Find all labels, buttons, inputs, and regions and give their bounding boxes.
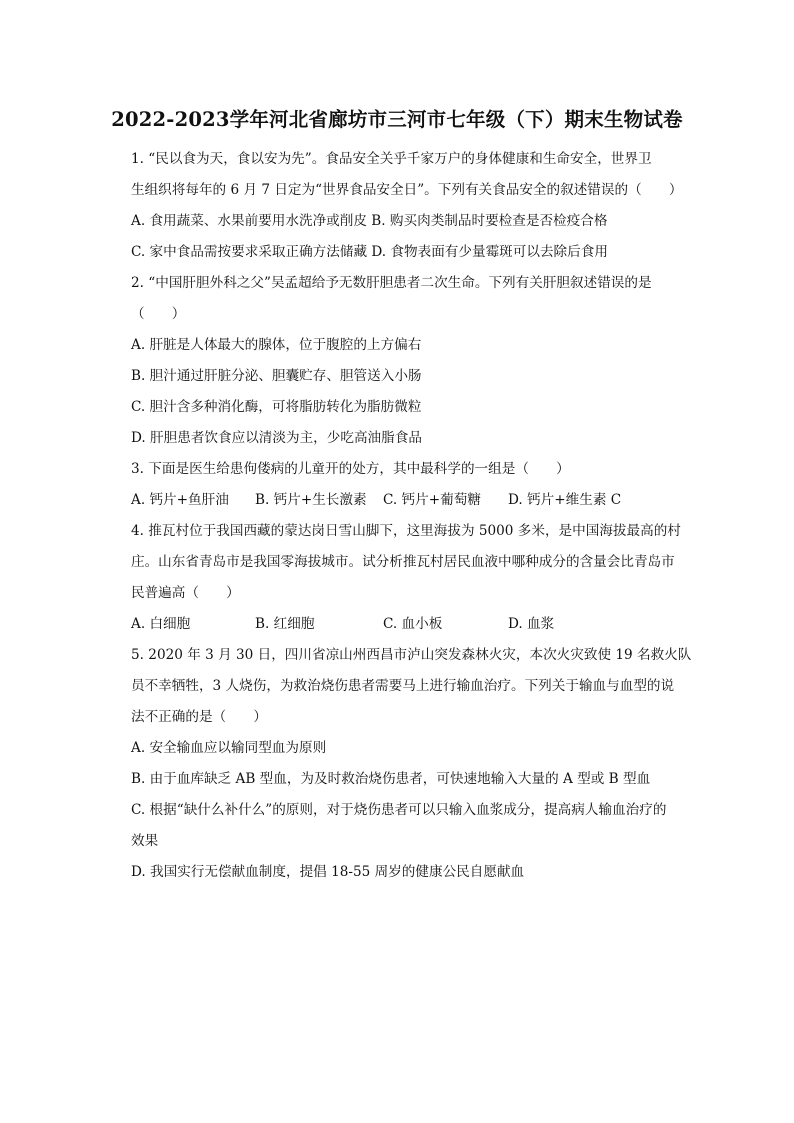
q4-stem-line3: 民普遍高（ ） xyxy=(131,585,240,601)
q1-stem-line2: 生组织将每年的 6 月 7 日定为“世界食品安全日”。下列有关食品安全的叙述错误的（ ） xyxy=(131,182,683,198)
q3-option-c: C. 钙片+葡萄糖 xyxy=(383,492,481,508)
q2-option-d: D. 肝胆患者饮食应以清淡为主，少吃高油脂食品 xyxy=(131,430,422,446)
q5-stem-line2: 员不幸牺牲，3 人烧伤，为救治烧伤患者需要马上进行输血治疗。下列关于输血与血型的说 xyxy=(131,678,675,694)
q2-option-c: C. 胆汁含多种消化酶，可将脂肪转化为脂肪微粒 xyxy=(131,399,422,415)
q1-options-ab: A. 食用蔬菜、水果前要用水洗净或削皮 B. 购买肉类制品时要检查是否检疫合格 xyxy=(131,213,608,229)
q1-options-cd: C. 家中食品需按要求采取正确方法储藏 D. 食物表面有少量霉斑可以去除后食用 xyxy=(131,244,608,260)
q5-option-a: A. 安全输血应以输同型血为原则 xyxy=(131,740,327,756)
q2-stem-line1: 2. “中国肝胆外科之父”吴孟超给予无数肝胆患者二次生命。下列有关肝胆叙述错误的是 xyxy=(131,275,652,291)
q4-stem-line2: 庄。山东省青岛市是我国零海拔城市。试分析推瓦村居民血液中哪种成分的含量会比青岛市 xyxy=(131,554,675,570)
page-title: 2022-2023学年河北省廊坊市三河市七年级（下）期末生物试卷 xyxy=(111,108,683,131)
q5-option-c-line1: C. 根据“缺什么补什么”的原则，对于烧伤患者可以只输入血浆成分，提高病人输血治疗的 xyxy=(131,802,667,818)
q4-stem-line1: 4. 推瓦村位于我国西藏的蒙达岗日雪山脚下，这里海拔为 5000 多米，是中国海拔最高的村 xyxy=(131,523,681,539)
q4-option-b: B. 红细胞 xyxy=(255,616,315,632)
q2-stem-line2: （ ） xyxy=(131,306,186,322)
q4-option-a: A. 白细胞 xyxy=(131,616,191,632)
q3-option-d: D. 钙片+维生素 C xyxy=(508,492,622,508)
q5-option-b: B. 由于血库缺乏 AB 型血，为及时救治烧伤患者，可快速地输入大量的 A 型或 B 型血 xyxy=(131,771,651,787)
q2-option-b: B. 胆汁通过肝脏分泌、胆囊贮存、胆管送入小肠 xyxy=(131,368,422,384)
q3-option-a: A. 钙片+鱼肝油 xyxy=(131,492,229,508)
q5-stem-line1: 5. 2020 年 3 月 30 日，四川省凉山州西昌市泸山突发森林火灾，本次火灾致使 19 名救火队 xyxy=(131,647,692,663)
q5-option-d: D. 我国实行无偿献血制度，提倡 18-55 周岁的健康公民自愿献血 xyxy=(131,864,525,880)
q1-stem-line1: 1. “民以食为天，食以安为先”。食品安全关乎千家万户的身体健康和生命安全，世界卫 xyxy=(131,151,652,167)
q4-option-c: C. 血小板 xyxy=(383,616,443,632)
q3-stem: 3. 下面是医生给患佝偻病的儿童开的处方，其中最科学的一组是（ ） xyxy=(131,461,570,477)
q5-option-c-line2: 效果 xyxy=(131,833,159,849)
q2-option-a: A. 肝脏是人体最大的腺体，位于腹腔的上方偏右 xyxy=(131,337,422,353)
q4-option-d: D. 血浆 xyxy=(508,616,555,632)
q3-option-b: B. 钙片+生长激素 xyxy=(255,492,367,508)
q5-stem-line3: 法不正确的是（ ） xyxy=(131,709,267,725)
